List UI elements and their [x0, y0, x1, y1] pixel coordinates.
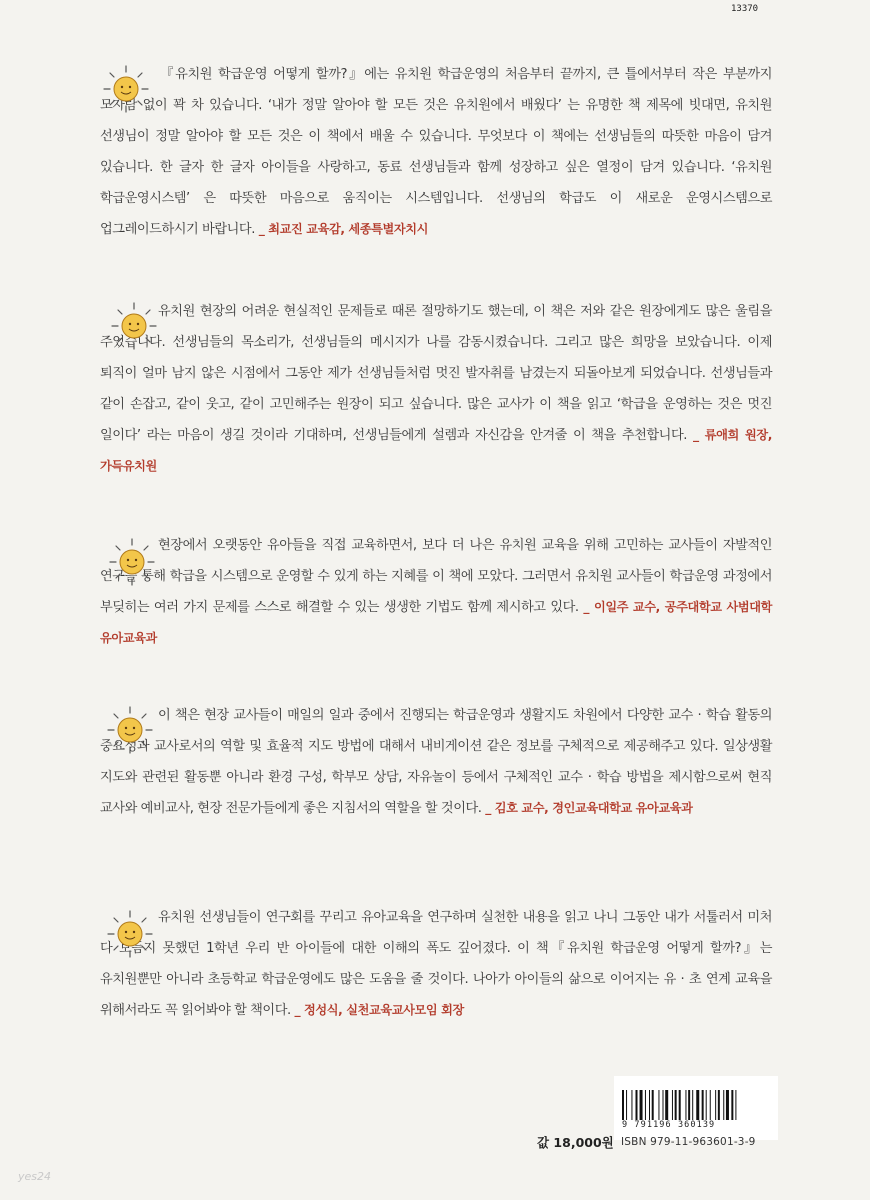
barcode-bar	[726, 1090, 729, 1120]
sun-icon	[106, 536, 158, 588]
blurb-3	[100, 530, 772, 654]
blurb-text: 『유치원 학급운영 어떻게 할까?』에는 유치원 학급운영의 처음부터 끝까지, 큰 틀에서부터 작은 부분까지 모자람 없이 꽉 차 있습니다. ‘내가 정말 알아야 할 모든 것은 유치원에서 배웠다’ 는 유명한 책 제목에 빗대면, 유치원 선생님이 정말 알아야 할 모든 것은 이 책에서 배울 수 있습니다. 무엇보다 이 책에는 선생님들의 따뜻한 마음이 담겨 있습니다. 한 글자 한 글자 아이들을 사랑하고, 동료 선생님들과 함께 성장하고 싶은 열정이 담겨 있습니다. ‘유치원 학급운영시스템’ 은 따뜻한 마음으로 움직이는 시스템입니다. 선생님의 학급도 이 새로운 운영시스템으로 업그레이드하시기 바랍니다. _ 최교진 교육감, 세종특별자치시	[100, 67, 772, 237]
blurb-text: 현장에서 오랫동안 유아들을 직접 교육하면서, 보다 더 나은 유치원 교육을 위해 고민하는 교사들이 자발적인 연구를 통해 학급을 시스템으로 운영할 수 있게 하는 지혜를 이 책에 모았다. 그러면서 유치원 교사들이 학급운영 과정에서 부딪히는 여러 가지 문제를 스스로 해결할 수 있는 생생한 기법도 함께 제시하고 있다. _ 이일주 교수, 공주대학교 사범대학 유아교육과	[100, 538, 772, 645]
barcode-bar	[688, 1090, 690, 1120]
barcode-bars	[622, 1090, 770, 1120]
barcode-bar	[685, 1090, 686, 1120]
sun-icon	[104, 704, 156, 756]
barcode-bar	[652, 1090, 654, 1120]
barcode-bar	[718, 1090, 720, 1120]
sun-icon	[104, 908, 156, 960]
barcode-bar	[731, 1090, 733, 1120]
barcode-bar	[715, 1090, 716, 1120]
barcode	[614, 1076, 778, 1140]
barcode-bar	[675, 1090, 677, 1120]
barcode-bar	[636, 1090, 638, 1120]
price: 값 18,000원	[537, 1135, 614, 1150]
barcode-bar	[640, 1090, 643, 1120]
barcode-bar	[649, 1090, 650, 1120]
barcode-bar	[665, 1090, 668, 1120]
barcode-bar	[706, 1090, 707, 1120]
blurb-text: 이 책은 현장 교사들이 매일의 일과 중에서 진행되는 학급운영과 생활지도 차원에서 다양한 교수 · 학습 활동의 중요성과 교사로서의 역할 및 효율적 지도 방법에 대해서 내비게이션 같은 정보를 구체적으로 제공해주고 있다. 일상생활 지도와 관련된 활동뿐 아니라 환경 구성, 학부모 상담, 자유놀이 등에서 구체적인 교수 · 학습 방법을 제시함으로써 현직 교사와 예비교사, 현장 전문가들에게 좋은 지침서의 역할을 할 것이다. _ 김호 교수, 경인교육대학교 유아교육과	[100, 708, 772, 816]
barcode-bar	[672, 1090, 673, 1120]
barcode-bar	[679, 1090, 681, 1120]
blurb-2	[100, 296, 772, 482]
isbn: ISBN 979-11-963601-3-9	[621, 1136, 756, 1148]
watermark: yes24	[18, 1170, 52, 1183]
blurb-signature: _ 류애희 원장, 가득유치원	[100, 428, 772, 473]
barcode-bar	[710, 1090, 711, 1120]
barcode-bar	[658, 1090, 659, 1120]
sun-icon	[100, 63, 152, 115]
blurb-signature: _ 정성식, 실천교육교사모임 회장	[294, 1003, 464, 1017]
blurb-signature: _ 이일주 교수, 공주대학교 사범대학 유아교육과	[100, 600, 772, 645]
blurb-text: 유치원 선생님들이 연구회를 꾸리고 유아교육을 연구하며 실천한 내용을 읽고 나니 그동안 내가 서툴러서 미처 다 보듬지 못했던 1학년 우리 반 아이들에 대한 이해의 폭도 깊어졌다. 이 책『유치원 학급운영 어떻게 할까?』는 유치원뿐만 아니라 초등학교 학급운영에도 많은 도움을 줄 것이다. 나아가 아이들의 삶으로 이어지는 유 · 초 연계 교육을 위해서라도 꼭 읽어봐야 할 책이다. _ 정성식, 실천교육교사모임 회장	[100, 910, 772, 1018]
barcode-bar	[702, 1090, 704, 1120]
barcode-bar	[735, 1090, 736, 1120]
barcode-addon: 13370	[731, 4, 759, 14]
barcode-digits: 9 791196 360139	[622, 1120, 716, 1130]
sun-icon	[108, 300, 160, 352]
blurb-4	[100, 700, 772, 824]
barcode-bar	[663, 1090, 664, 1120]
barcode-bar	[723, 1090, 724, 1120]
barcode-bar	[626, 1090, 627, 1120]
blurb-1	[100, 59, 772, 245]
barcode-bar	[645, 1090, 646, 1120]
blurb-signature: _ 김호 교수, 경인교육대학교 유아교육과	[485, 801, 693, 815]
blurb-text: 유치원 현장의 어려운 현실적인 문제들로 때론 절망하기도 했는데, 이 책은 저와 같은 원장에게도 많은 울림을 주었습니다. 선생님들의 목소리가, 선생님들의 메시지가 나를 감동시켰습니다. 그리고 많은 희망을 보았습니다. 이제 퇴직이 얼마 남지 않은 시점에서 그동안 제가 선생님들처럼 멋진 발자취를 남겼는지 되돌아보게 되었습니다. 선생님들과 같이 손잡고, 같이 웃고, 같이 고민해주는 원장이 되고 싶습니다. 많은 교사가 이 책을 읽고 ‘학급을 운영하는 것은 멋진 일이다’ 라는 마음이 생길 것이라 기대하며, 선생님들에게 설렘과 자신감을 안겨줄 이 책을 추천합니다. _ 류애희 원장, 가득유치원	[100, 304, 772, 473]
barcode-bar	[692, 1090, 693, 1120]
barcode-bar	[696, 1090, 699, 1120]
blurb-signature: _ 최교진 교육감, 세종특별자치시	[258, 222, 429, 236]
barcode-bar	[622, 1090, 624, 1120]
barcode-bar	[631, 1090, 632, 1120]
blurb-5	[100, 902, 772, 1026]
